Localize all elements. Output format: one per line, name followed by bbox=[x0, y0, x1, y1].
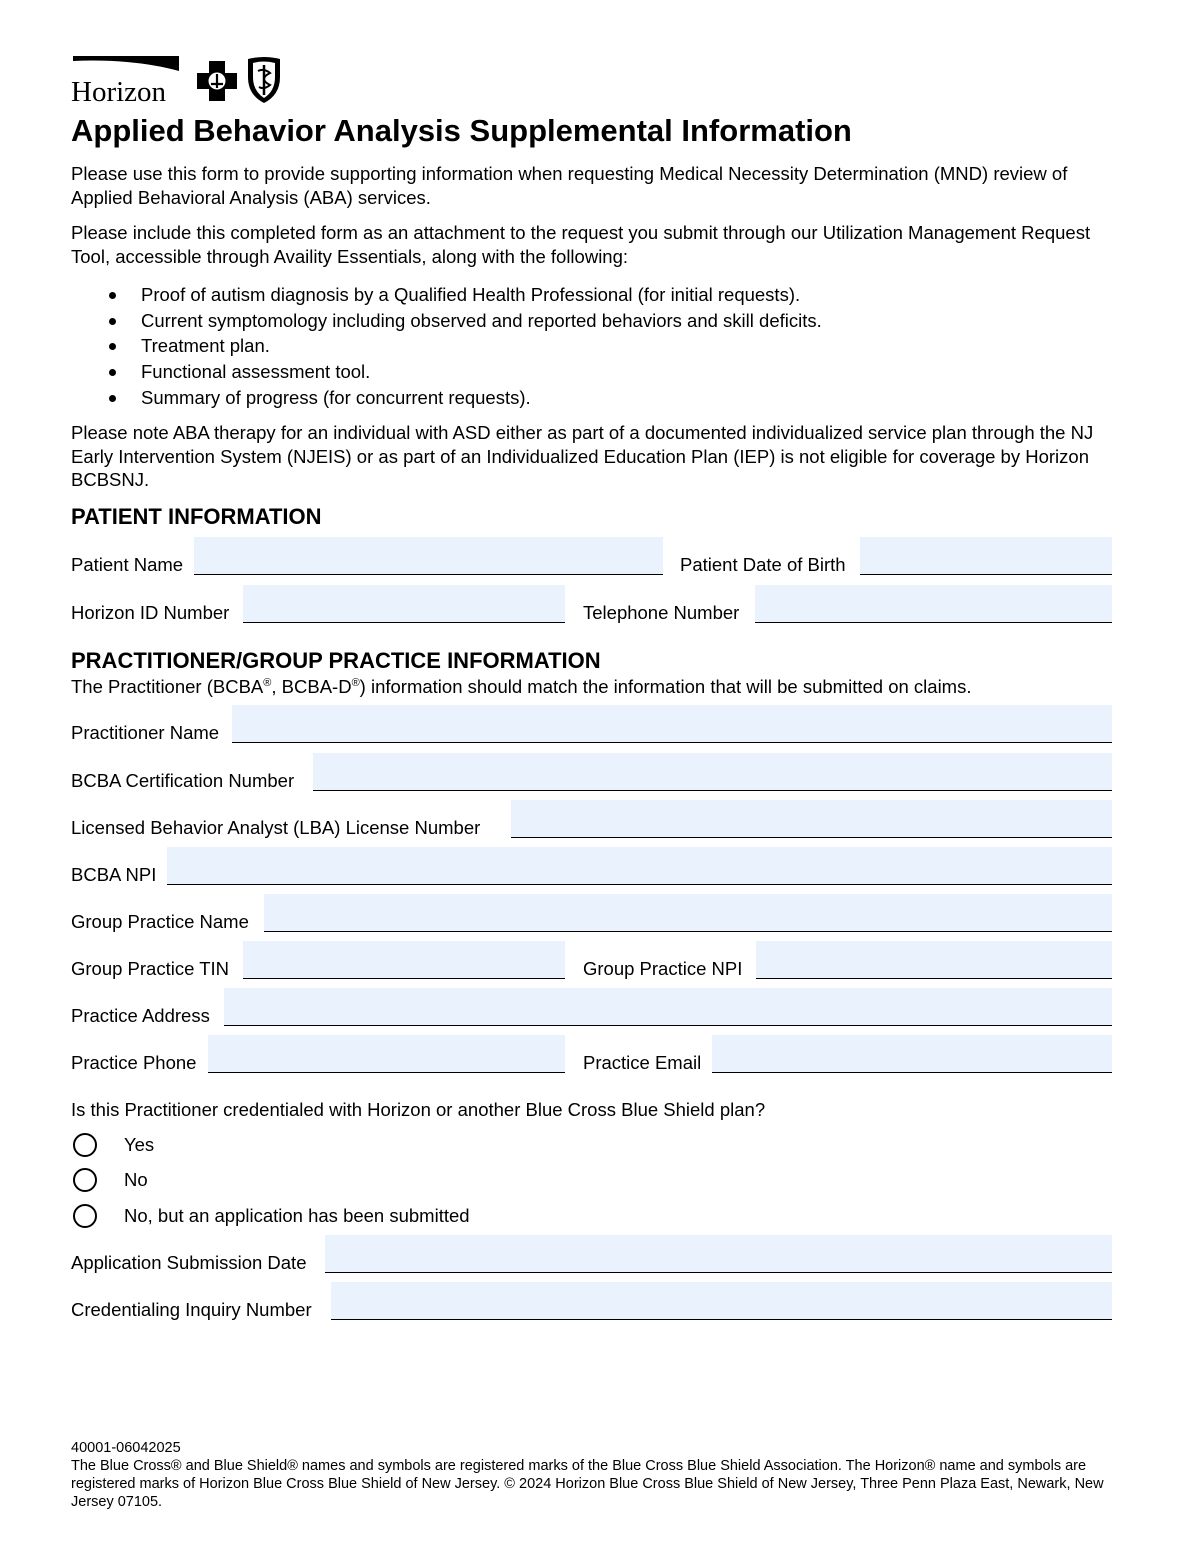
group-tin-label: Group Practice TIN bbox=[71, 958, 229, 979]
credential-question: Is this Practitioner credentialed with Horizon or another Blue Cross Blue Shield plan? bbox=[71, 1099, 766, 1120]
bcba-npi-field[interactable] bbox=[167, 847, 1112, 885]
group-name-field[interactable] bbox=[264, 894, 1112, 932]
telephone-field[interactable] bbox=[755, 585, 1112, 623]
registered-mark: ® bbox=[351, 676, 360, 689]
group-npi-field[interactable] bbox=[756, 941, 1112, 979]
radio-application-submitted-label: No, but an application has been submitted bbox=[124, 1205, 470, 1226]
telephone-label: Telephone Number bbox=[583, 602, 740, 623]
legal-notice: The Blue Cross® and Blue Shield® names and symbols are registered marks of the Blue Cross Blue Shield Association. The Horizon® name and symbols are registered marks of Horizon Blue Cross Blue Shield of New Jersey. © 2024 Horizon Blue Cross Blue Shield of New Jersey, Three Penn Plaza East, Newark, New Jersey 07105. bbox=[71, 1458, 1104, 1510]
requirements-list bbox=[71, 282, 822, 410]
practitioner-section-heading: PRACTITIONER/GROUP PRACTICE INFORMATION bbox=[71, 648, 601, 673]
practitioner-note: The Practitioner (BCBA®, BCBA-D®) information should match the information that will be submitted on claims. bbox=[71, 676, 972, 697]
list-item: Treatment plan. bbox=[71, 333, 822, 359]
eligibility-note: Please note ABA therapy for an individual with ASD either as part of a documented individualized service plan through the NJ Early Intervention System (NJEIS) or as part of an Individualized Education Plan (IEP) is not eligible for coverage by Horizon BCBSNJ. bbox=[71, 422, 1094, 490]
practice-address-field[interactable] bbox=[224, 988, 1112, 1026]
bullet-icon bbox=[109, 318, 116, 325]
lba-license-field[interactable] bbox=[511, 800, 1112, 838]
bcba-npi-label: BCBA NPI bbox=[71, 864, 157, 885]
blue-cross-icon bbox=[195, 59, 239, 103]
bullet-icon bbox=[109, 395, 116, 402]
list-item: Current symptomology including observed and reported behaviors and skill deficits. bbox=[71, 308, 822, 334]
practice-phone-label: Practice Phone bbox=[71, 1052, 197, 1073]
bcba-cert-label: BCBA Certification Number bbox=[71, 770, 295, 791]
radio-no-label: No bbox=[124, 1169, 148, 1190]
list-item: Functional assessment tool. bbox=[71, 359, 822, 385]
bullet-icon bbox=[109, 369, 116, 376]
wordmark-text: Horizon bbox=[71, 76, 167, 105]
practice-address-label: Practice Address bbox=[71, 1005, 210, 1026]
patient-dob-label: Patient Date of Birth bbox=[680, 554, 846, 575]
patient-name-label: Patient Name bbox=[71, 554, 184, 575]
submission-date-field[interactable] bbox=[325, 1235, 1112, 1273]
inquiry-number-label: Credentialing Inquiry Number bbox=[71, 1299, 312, 1320]
radio-application-submitted[interactable] bbox=[73, 1204, 97, 1228]
bcba-cert-field[interactable] bbox=[313, 753, 1112, 791]
registered-mark: ® bbox=[263, 676, 272, 689]
group-npi-label: Group Practice NPI bbox=[583, 958, 743, 979]
patient-dob-field[interactable] bbox=[860, 537, 1112, 575]
radio-yes[interactable] bbox=[73, 1133, 97, 1157]
group-name-label: Group Practice Name bbox=[71, 911, 249, 932]
blue-shield-icon bbox=[245, 55, 283, 105]
horizon-id-label: Horizon ID Number bbox=[71, 602, 230, 623]
group-tin-field[interactable] bbox=[243, 941, 565, 979]
lba-license-label: Licensed Behavior Analyst (LBA) License Number bbox=[71, 817, 481, 838]
horizon-logo bbox=[71, 55, 286, 105]
list-item: Proof of autism diagnosis by a Qualified Health Professional (for initial requests). bbox=[71, 282, 822, 308]
form-code: 40001-06042025 bbox=[71, 1440, 181, 1456]
horizon-id-field[interactable] bbox=[243, 585, 565, 623]
list-item: Summary of progress (for concurrent requests). bbox=[71, 385, 822, 411]
practitioner-name-label: Practitioner Name bbox=[71, 722, 220, 743]
radio-yes-label: Yes bbox=[124, 1134, 155, 1155]
practitioner-name-field[interactable] bbox=[232, 705, 1112, 743]
practice-email-field[interactable] bbox=[712, 1035, 1112, 1073]
practice-email-label: Practice Email bbox=[583, 1052, 702, 1073]
bullet-icon bbox=[109, 343, 116, 350]
intro-paragraph-2: Please include this completed form as an attachment to the request you submit through our Utilization Management Request Tool, accessible through Availity Essentials, along with the following: bbox=[71, 222, 1091, 267]
practice-phone-field[interactable] bbox=[208, 1035, 565, 1073]
page-title: Applied Behavior Analysis Supplemental Information bbox=[71, 113, 852, 148]
submission-date-label: Application Submission Date bbox=[71, 1252, 307, 1273]
patient-name-field[interactable] bbox=[194, 537, 663, 575]
radio-no[interactable] bbox=[73, 1168, 97, 1192]
patient-section-heading: PATIENT INFORMATION bbox=[71, 504, 322, 529]
intro-paragraph-1: Please use this form to provide supporting information when requesting Medical Necessity Determination (MND) review of Applied Behavioral Analysis (ABA) services. bbox=[71, 163, 1068, 208]
bullet-icon bbox=[109, 292, 116, 299]
inquiry-number-field[interactable] bbox=[331, 1282, 1112, 1320]
